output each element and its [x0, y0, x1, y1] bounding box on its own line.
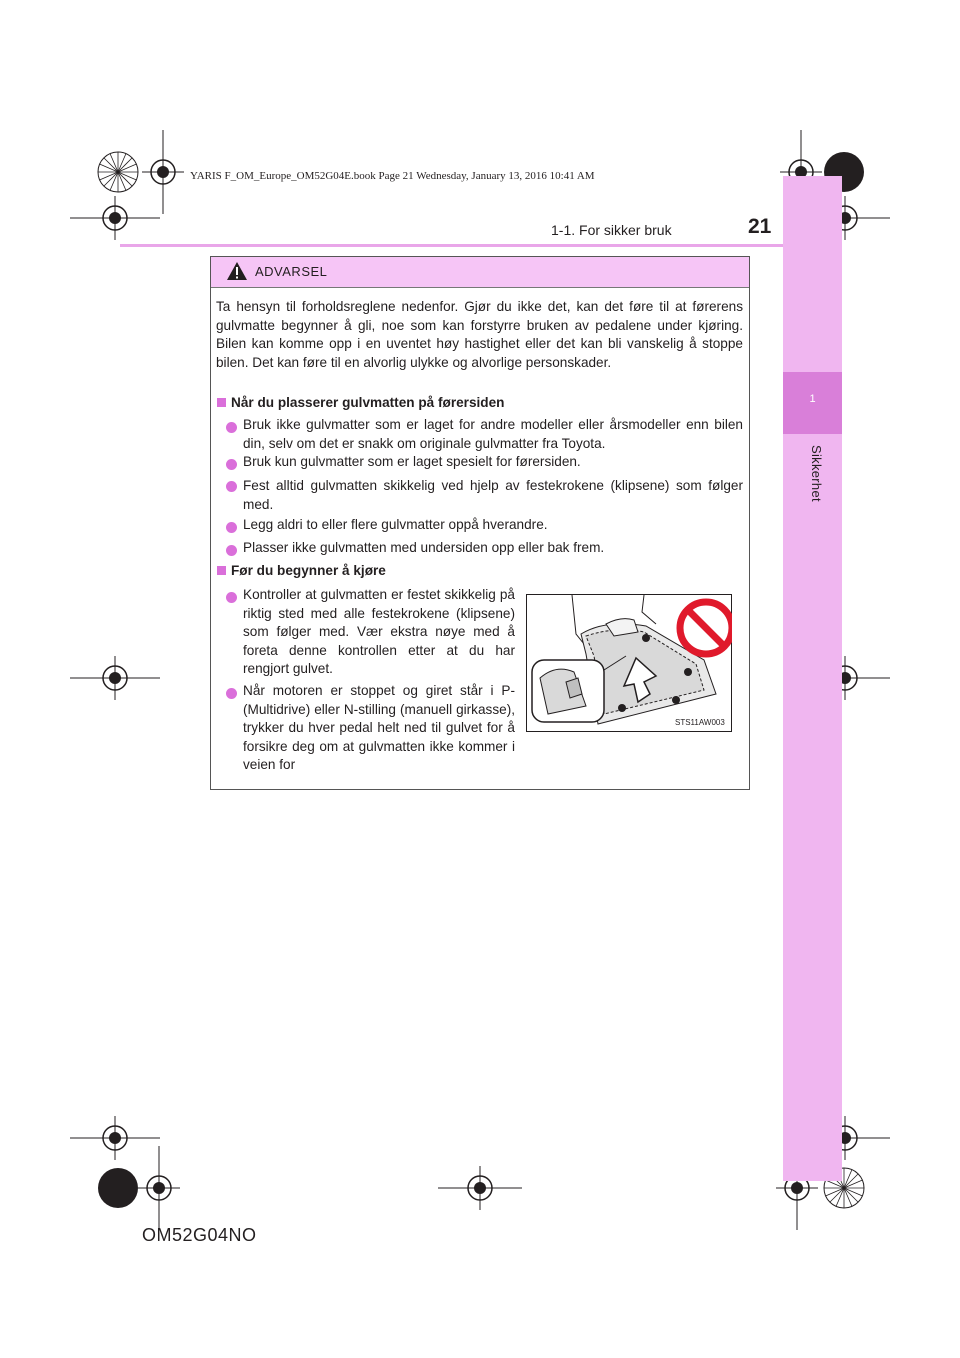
warning-intro: Ta hensyn til forholdsreglene nedenfor. Gjør du ikke det, kan det føre til at førerens gulvmatte begynner å gli, noe som kan forstyrre bruken av pedalene under kjøring. Bilen kan komme opp i en uventet høy hastighet eller det kan bli vanskelig å stoppe bilen. Det kan føre til en alvorlig ulykke og alvorlige personskader. — [216, 299, 743, 370]
header-rule — [120, 244, 783, 247]
section-heading-driver-mat — [217, 394, 737, 412]
bullet-icon — [226, 481, 237, 492]
section-title: 1-1. For sikker bruk — [551, 222, 672, 238]
warning-title: ADVARSEL — [255, 264, 328, 279]
bullet-icon — [226, 592, 237, 603]
crosshair-mark-icon — [70, 656, 160, 700]
page-number: 21 — [748, 215, 772, 238]
bullet-item: Fest alltid gulvmatten skikkelig ved hjelp av festekrokene (klipsene) som følger med. — [243, 478, 743, 512]
crosshair-mark-icon — [138, 1146, 180, 1230]
side-tab-label: Sikkerhet — [809, 445, 824, 502]
crosshair-mark-icon — [70, 196, 160, 240]
bullet-item: Kontroller at gulvmatten er festet skikkelig på riktig sted med alle festekrokene (klipsene) som følger med. Vær ekstra nøye med å foreta denne kontrollen etter at du har rengjort gulvet. — [243, 587, 515, 676]
side-tab-number: 1 — [809, 393, 816, 405]
crosshair-mark-icon — [438, 1166, 522, 1210]
section-heading-before-driving — [217, 562, 737, 580]
bullet-item: Bruk kun gulvmatter som er laget spesielt for førersiden. — [243, 454, 581, 469]
floor-mat-illustration — [526, 594, 732, 732]
registration-mark-icon — [96, 150, 140, 194]
bullet-item: Når motoren er stoppet og giret står i P- (Multidrive) eller N-stilling (manuell girkasse), trykker du hver pedal helt ned til gulvet for å forsikre deg om at gulvmatten ikke kommer i veien for — [243, 683, 515, 772]
warning-triangle-icon — [226, 261, 248, 281]
bullet-icon — [226, 459, 237, 470]
bullet-item: Bruk ikke gulvmatter som er laget for andre modeller eller årsmodeller enn bilen din, selv om det er snakk om originale gulvmatter fra Toyota. — [243, 417, 743, 451]
bullet-item: Plasser ikke gulvmatten med undersiden opp eller bak frem. — [243, 540, 605, 555]
manual-code: OM52G04NO — [142, 1225, 257, 1245]
illustration-code: STS11AW003 — [675, 718, 725, 727]
bullet-icon — [226, 545, 237, 556]
bullet-icon — [226, 688, 237, 699]
bullet-icon — [226, 422, 237, 433]
square-bullet-icon — [217, 566, 226, 575]
side-tab — [783, 176, 842, 1181]
book-info-line: YARIS F_OM_Europe_OM52G04E.book Page 21 Wednesday, January 13, 2016 10:41 AM — [190, 170, 595, 182]
bullet-item: Legg aldri to eller flere gulvmatter oppå hverandre. — [243, 517, 548, 532]
registration-mark-icon — [96, 1166, 140, 1210]
square-bullet-icon — [217, 398, 226, 407]
section-heading-text: Før du begynner å kjøre — [231, 563, 386, 578]
section-heading-text: Når du plasserer gulvmatten på førersiden — [231, 395, 505, 410]
bullet-icon — [226, 522, 237, 533]
